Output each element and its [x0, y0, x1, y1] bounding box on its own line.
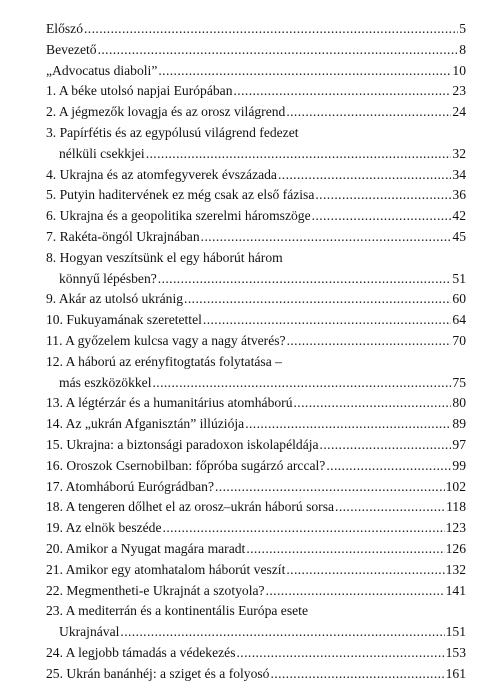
dot-leader	[98, 40, 459, 61]
toc-entry-title: más eszközökkel	[59, 374, 152, 390]
toc-page-number: 34	[452, 166, 466, 182]
toc-page-number: 123	[445, 520, 466, 536]
toc-entry-title: 5. Putyin haditervének ez még csak az első fázisa	[46, 187, 315, 203]
toc-entry-line	[46, 477, 466, 498]
toc-entry-line	[46, 40, 466, 61]
dot-leader	[287, 331, 452, 352]
toc-page-number: 36	[452, 187, 466, 203]
toc-entry-title: Ukrajnával	[59, 624, 120, 640]
toc-page-number: 126	[445, 540, 466, 556]
toc-page-number: 75	[452, 374, 466, 390]
toc-entry-title: 13. A légtérzár és a humanitárius atomháború	[46, 395, 293, 411]
toc-entry-title: 23. A mediterrán és a kontinentális Európa esete	[46, 603, 308, 619]
dot-leader	[203, 310, 452, 331]
dot-leader	[278, 165, 451, 186]
toc-entry-title: 17. Atomháború Eurógrádban?	[46, 478, 214, 494]
toc-entry-line	[46, 560, 466, 581]
toc-entry-line	[46, 227, 466, 248]
dot-leader	[234, 81, 452, 102]
toc-entry-line	[46, 435, 466, 456]
toc-page-number: 60	[452, 291, 466, 307]
toc-entry	[46, 61, 466, 82]
toc-page-number: 161	[445, 665, 466, 681]
toc-entry	[46, 539, 466, 560]
toc-entry-title: 2. A jégmezők lovagja és az orosz világrend	[46, 104, 286, 120]
toc-entry-line	[46, 664, 466, 685]
toc-entry-title: nélküli csekkjei	[59, 145, 145, 161]
dot-leader	[158, 61, 451, 82]
toc-entry-title: 24. A legjobb támadás a védekezés	[46, 644, 236, 660]
toc-entry-title: 3. Papírfétis és az egypólusú világrend fedezet	[46, 124, 299, 140]
toc-entry-line	[46, 331, 466, 352]
toc-entry-title: 14. Az „ukrán Afganisztán” illúziója	[46, 416, 245, 432]
toc-entry	[46, 643, 466, 664]
toc-entry-line	[46, 206, 466, 227]
toc-entry-line	[46, 414, 466, 435]
dot-leader	[286, 560, 444, 581]
toc-entry	[46, 456, 466, 477]
toc-entry	[46, 102, 466, 123]
toc-entry-title: 22. Megmentheti-e Ukrajnát a szotyola?	[46, 582, 265, 598]
toc-entry-line	[46, 352, 466, 373]
toc-entry	[46, 248, 466, 290]
toc-page-number: 132	[445, 561, 466, 577]
toc-entry	[46, 581, 466, 602]
dot-leader	[294, 393, 452, 414]
toc-entry	[46, 289, 466, 310]
toc-entry-line	[46, 601, 466, 622]
dot-leader	[266, 581, 445, 602]
toc-entry-line	[46, 643, 466, 664]
toc-entry-line	[46, 289, 466, 310]
toc-entry-line	[46, 518, 466, 539]
toc-entry	[46, 414, 466, 435]
toc-page-number: 32	[452, 145, 466, 161]
dot-leader	[184, 289, 451, 310]
toc-page-number: 118	[446, 499, 466, 515]
toc-page-number: 24	[452, 104, 466, 120]
dot-leader	[286, 102, 451, 123]
dot-leader	[152, 373, 451, 394]
toc-entry	[46, 40, 466, 61]
toc-entry	[46, 123, 466, 165]
toc-entry-line	[46, 61, 466, 82]
toc-entry-title: könnyű lépésben?	[59, 270, 157, 286]
toc-entry-line	[46, 81, 466, 102]
toc-page-number: 10	[452, 62, 466, 78]
toc-entry-title: 8. Hogyan veszítsünk el egy háborút három	[46, 249, 283, 265]
dot-leader	[146, 144, 452, 165]
toc-entry-line	[46, 185, 466, 206]
toc-entry-title: 9. Akár az utolsó ukránig	[46, 291, 184, 307]
toc-entry	[46, 81, 466, 102]
toc-entry	[46, 497, 466, 518]
toc-entry	[46, 310, 466, 331]
toc-page-number: 102	[445, 478, 466, 494]
table-of-contents	[46, 19, 466, 685]
toc-page-number: 151	[445, 624, 466, 640]
toc-page-number: 42	[452, 208, 466, 224]
dot-leader	[163, 518, 445, 539]
toc-entry-line	[46, 497, 466, 518]
toc-entry-title: 15. Ukrajna: a biztonsági paradoxon iskolapéldája	[46, 436, 319, 452]
dot-leader	[84, 19, 458, 40]
toc-entry	[46, 435, 466, 456]
dot-leader	[270, 664, 444, 685]
dot-leader	[312, 206, 452, 227]
dot-leader	[237, 643, 445, 664]
toc-entry-title: 1. A béke utolsó napjai Európában	[46, 83, 233, 99]
toc-entry-line	[46, 393, 466, 414]
dot-leader	[326, 456, 451, 477]
dot-leader	[335, 497, 445, 518]
toc-entry-title: 11. A győzelem kulcsa vagy a nagy átverés?	[46, 332, 286, 348]
toc-entry-title: 25. Ukrán banánhéj: a sziget és a folyosó	[46, 665, 270, 681]
toc-entry-title: „Advocatus diaboli”	[46, 62, 158, 78]
toc-entry	[46, 664, 466, 685]
toc-entry	[46, 331, 466, 352]
toc-entry	[46, 393, 466, 414]
dot-leader	[215, 477, 445, 498]
toc-entry	[46, 165, 466, 186]
toc-page-number: 153	[445, 644, 466, 660]
toc-entry-line	[46, 581, 466, 602]
toc-entry-continuation-line	[46, 373, 466, 394]
toc-page-number: 64	[452, 312, 466, 328]
toc-page-number: 45	[452, 228, 466, 244]
toc-page-number: 141	[445, 582, 466, 598]
toc-entry-line	[46, 248, 466, 269]
toc-entry-title: 7. Rakéta-öngól Ukrajnában	[46, 228, 200, 244]
toc-entry	[46, 227, 466, 248]
toc-entry	[46, 518, 466, 539]
toc-page-number: 51	[452, 270, 466, 286]
toc-entry	[46, 477, 466, 498]
toc-entry-title: 16. Oroszok Csernobilban: főpróba sugárzó arccal?	[46, 457, 326, 473]
toc-entry-title: 19. Az elnök beszéde	[46, 520, 162, 536]
toc-entry	[46, 206, 466, 227]
toc-entry-line	[46, 102, 466, 123]
toc-page-number: 23	[452, 83, 466, 99]
dot-leader	[246, 539, 444, 560]
toc-page-number: 5	[459, 21, 466, 36]
toc-entry-line	[46, 310, 466, 331]
toc-entry-line	[46, 123, 466, 144]
dot-leader	[320, 435, 452, 456]
toc-entry-line	[46, 539, 466, 560]
toc-entry-title: Bevezető	[46, 41, 97, 57]
dot-leader	[120, 622, 444, 643]
toc-page-number: 97	[452, 436, 466, 452]
toc-entry	[46, 560, 466, 581]
toc-page-number: 99	[452, 457, 466, 473]
toc-entry-title: 4. Ukrajna és az atomfegyverek évszázada	[46, 166, 277, 182]
toc-entry-title: 21. Amikor egy atomhatalom háborút veszít	[46, 561, 286, 577]
toc-entry-title: 12. A háború az erényfitogtatás folytatása –	[46, 353, 282, 369]
toc-entry-title: 10. Fukuyamának szeretettel	[46, 312, 202, 328]
toc-entry	[46, 601, 466, 643]
toc-entry-continuation-line	[46, 269, 466, 290]
toc-entry	[46, 19, 466, 40]
toc-entry	[46, 185, 466, 206]
toc-entry-continuation-line	[46, 144, 466, 165]
toc-page-number: 89	[452, 416, 466, 432]
toc-entry-continuation-line	[46, 622, 466, 643]
dot-leader	[158, 269, 452, 290]
toc-entry-title: 6. Ukrajna és a geopolitika szerelmi háromszöge	[46, 208, 311, 224]
dot-leader	[315, 185, 451, 206]
toc-entry-title: Előszó	[46, 21, 83, 36]
dot-leader	[245, 414, 451, 435]
toc-page-number: 80	[452, 395, 466, 411]
toc-page-number: 8	[459, 41, 466, 57]
dot-leader	[201, 227, 452, 248]
toc-page-number: 70	[452, 332, 466, 348]
toc-entry-line	[46, 456, 466, 477]
toc-entry	[46, 352, 466, 394]
toc-entry-line	[46, 165, 466, 186]
toc-entry-title: 18. A tengeren dőlhet el az orosz–ukrán háború sorsa	[46, 499, 335, 515]
toc-entry-line	[46, 19, 466, 40]
toc-entry-title: 20. Amikor a Nyugat magára maradt	[46, 540, 246, 556]
